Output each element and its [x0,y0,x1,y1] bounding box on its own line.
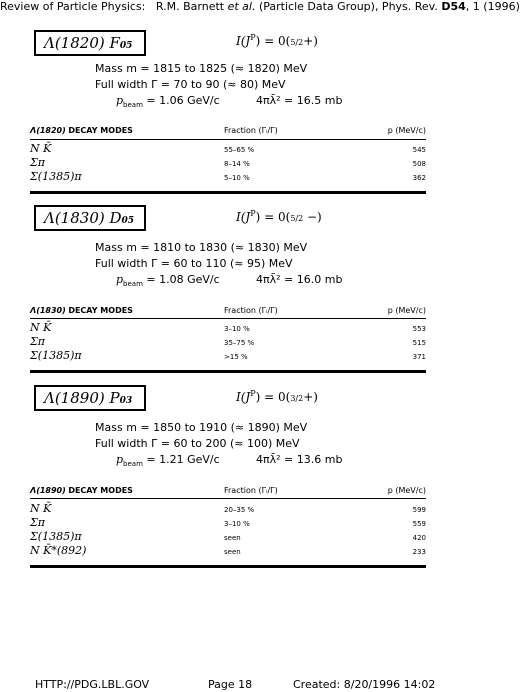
decay-fraction: 8–14 % [224,160,250,168]
partial-wave: P [109,389,120,407]
header-authors-a: R.M. Barnett [155,0,228,13]
decay-momentum: 420 [412,534,426,542]
decay-mode: Σπ [30,516,46,529]
particle-title-box [34,30,146,56]
pbeam-symbol: p [116,273,124,286]
decay-fraction: 3–10 % [224,325,250,333]
ijp-label: I(J [236,390,251,404]
dm-label: DECAY MODES [68,486,133,495]
pbeam-sub: beam [123,460,143,469]
dm-particle: Λ(1820) [30,126,66,135]
decay-momentum: 508 [412,160,426,168]
momentum-heading: p (MeV/c) [387,306,426,315]
header-prefix: Review of Particle Physics: [0,0,146,13]
table-rule [30,498,426,499]
mass-line: Mass m = 1810 to 1830 (≈ 1830) MeV [95,241,308,254]
partial-wave-sub: 03 [119,396,133,406]
quantum-numbers [236,389,318,404]
decay-fraction: 35–75 % [224,339,255,347]
pbeam-line [116,273,220,288]
section-divider [30,191,426,194]
momentum-heading: p (MeV/c) [387,486,426,495]
decay-momentum: 515 [412,339,426,347]
decay-mode: N K̄*(892) [30,544,87,557]
table-rule [30,139,426,140]
decay-fraction: seen [224,548,241,556]
section-divider [30,565,426,568]
decay-mode: Σ(1385)π [30,530,82,543]
quantum-numbers [236,33,318,48]
footer-page: Page 18 [208,678,253,691]
cross-section: 4πλ̄² = 13.6 mb [256,453,343,466]
cross-section: 4πλ̄² = 16.0 mb [256,273,343,286]
width-line: Full width Γ = 60 to 200 (≈ 100) MeV [95,437,300,450]
decay-momentum: 362 [412,174,426,182]
decay-momentum: 599 [412,506,426,514]
ijp-spin: 5/2 [290,38,304,47]
decay-mode: Σπ [30,335,46,348]
particle-name: Λ(1830) [44,209,110,227]
decay-momentum: 559 [412,520,426,528]
quantum-numbers [236,209,322,224]
ijp-label: I(J [236,34,251,48]
particle-name: Λ(1820) [44,34,110,52]
decay-momentum: 233 [412,548,426,556]
decay-fraction: seen [224,534,241,542]
partial-wave-sub: 05 [119,41,133,51]
dm-label: DECAY MODES [68,306,133,315]
partial-wave: F [109,34,120,52]
cross-section: 4πλ̄² = 16.5 mb [256,94,343,107]
decay-mode: N K̄ [30,502,52,515]
ijp-parity: −) [303,210,322,224]
ijp-parity: +) [303,390,318,404]
ijp-spin: 5/2 [290,214,304,223]
header-authors-b: (Particle Data Group), Phys. Rev. [255,0,442,13]
decay-fraction: 5–10 % [224,174,250,182]
ijp-spin: 3/2 [290,394,304,403]
header-volume: D54 [441,0,466,13]
decay-fraction: 55–65 % [224,146,255,154]
decay-mode: Σ(1385)π [30,170,82,183]
particle-title-box [34,205,146,231]
decay-mode: Σπ [30,156,46,169]
width-line: Full width Γ = 70 to 90 (≈ 80) MeV [95,78,286,91]
width-line: Full width Γ = 60 to 110 (≈ 95) MeV [95,257,293,270]
dm-particle: Λ(1890) [30,486,66,495]
ijp-label: I(J [236,210,251,224]
mass-line: Mass m = 1815 to 1825 (≈ 1820) MeV [95,62,308,75]
particle-title-box [34,385,146,411]
fraction-heading: Fraction (Γᵢ/Γ) [224,486,278,495]
decay-modes-heading [30,126,133,135]
page-header [0,0,520,13]
decay-mode: N K̄ [30,142,52,155]
pbeam-sub: beam [123,280,143,289]
header-et-al: et al. [227,0,256,13]
pbeam-line [116,453,220,468]
pbeam-symbol: p [116,453,124,466]
decay-fraction: >15 % [224,353,248,361]
table-rule [30,318,426,319]
decay-fraction: 20–35 % [224,506,255,514]
decay-momentum: 371 [412,353,426,361]
decay-fraction: 3–10 % [224,520,250,528]
ijp-parity-sup: P [250,209,256,218]
ijp-value: ) = 0( [255,210,291,224]
decay-mode: N K̄ [30,321,52,334]
section-divider [30,370,426,373]
ijp-value: ) = 0( [255,390,291,404]
ijp-parity: +) [303,34,318,48]
decay-modes-heading [30,486,133,495]
decay-modes-heading [30,306,133,315]
pbeam-line [116,94,220,109]
footer-created: Created: 8/20/1996 14:02 [293,678,436,691]
partial-wave: D [109,209,122,227]
footer-url[interactable]: HTTP://PDG.LBL.GOV [35,678,150,691]
pbeam-symbol: p [116,94,124,107]
decay-mode: Σ(1385)π [30,349,82,362]
dm-particle: Λ(1830) [30,306,66,315]
momentum-heading: p (MeV/c) [387,126,426,135]
fraction-heading: Fraction (Γᵢ/Γ) [224,306,278,315]
ijp-parity-sup: P [250,389,256,398]
decay-momentum: 545 [412,146,426,154]
pbeam-sub: beam [123,101,143,110]
ijp-parity-sup: P [250,33,256,42]
pbeam-value: = 1.21 GeV/c [142,453,220,466]
partial-wave-sub: 05 [121,216,135,226]
ijp-value: ) = 0( [255,34,291,48]
decay-momentum: 553 [412,325,426,333]
particle-name: Λ(1890) [44,389,110,407]
fraction-heading: Fraction (Γᵢ/Γ) [224,126,278,135]
pbeam-value: = 1.08 GeV/c [142,273,220,286]
mass-line: Mass m = 1850 to 1910 (≈ 1890) MeV [95,421,308,434]
header-pages: , 1 (1996) [465,0,520,13]
pbeam-value: = 1.06 GeV/c [142,94,220,107]
dm-label: DECAY MODES [68,126,133,135]
